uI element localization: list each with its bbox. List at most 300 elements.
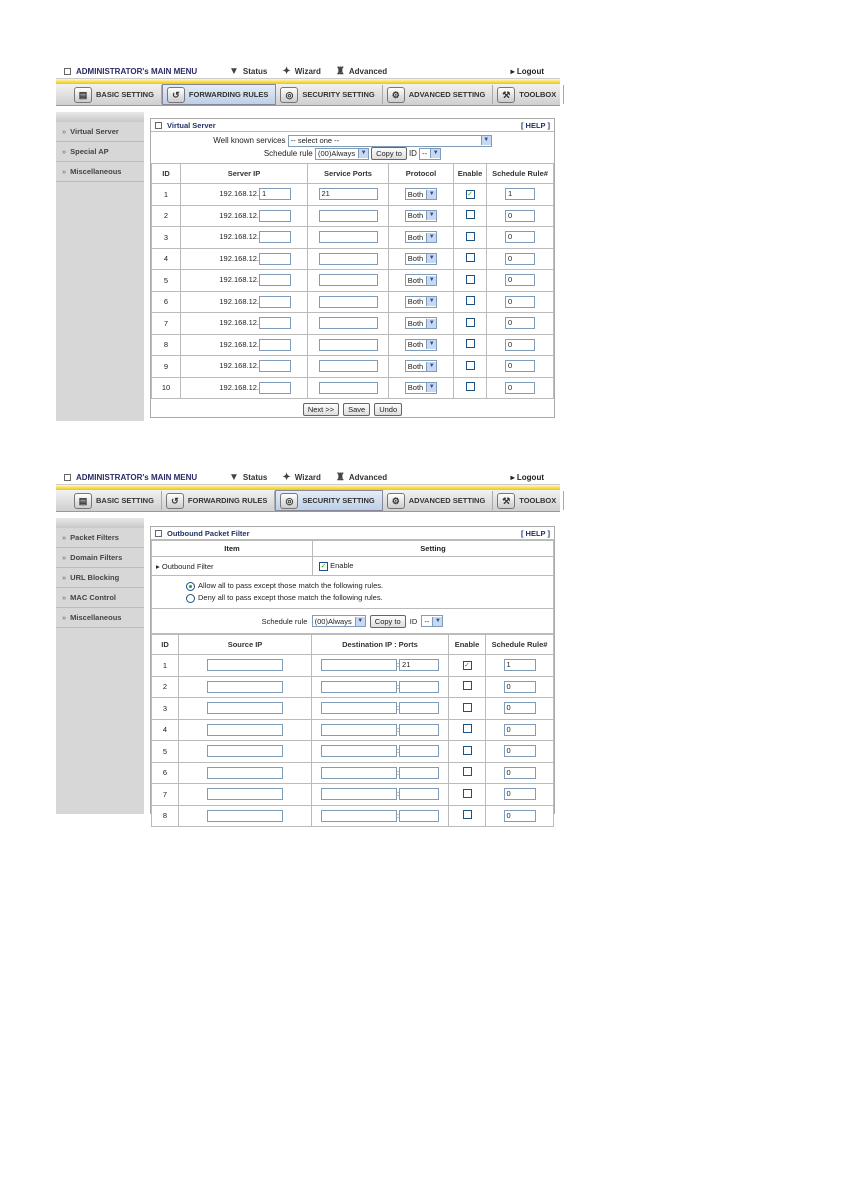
server-ip-input[interactable] [259, 317, 291, 329]
ip-prefix: 192.168.12. [219, 232, 259, 242]
enable-checkbox[interactable] [463, 703, 472, 712]
col-destination-ip-ports: Destination IP : Ports [312, 635, 449, 655]
service-ports-cell [308, 313, 389, 335]
destination-ip-input[interactable] [321, 702, 400, 714]
protocol-value: Both [407, 211, 424, 221]
row-id: 9 [152, 356, 181, 378]
source-ip-cell [179, 655, 312, 677]
schedule-rule-input[interactable]: 0 [504, 767, 536, 779]
tab-basic-setting[interactable]: ▤ BASIC SETTING [70, 85, 162, 104]
service-ports-input[interactable] [319, 296, 378, 308]
tab-security-setting[interactable]: ◎ SECURITY SETTING [275, 490, 382, 511]
enable-cell [454, 248, 487, 270]
status-link[interactable]: ▼ Status [229, 65, 268, 77]
sidebar-item-virtual-server[interactable]: » Virtual Server [56, 122, 144, 142]
action-buttons [151, 399, 554, 419]
row-id: 1 [152, 184, 181, 206]
protocol-value: Both [407, 254, 424, 264]
sidebar [56, 518, 144, 814]
row-id: 5 [152, 270, 181, 292]
protocol-select[interactable] [405, 231, 437, 243]
service-ports-cell [308, 291, 389, 313]
packet-filter-table [151, 634, 554, 827]
table-row [152, 313, 554, 335]
status-icon: ▼ [229, 471, 239, 483]
schedule-rule-cell [487, 270, 554, 292]
service-ports-input[interactable] [319, 231, 378, 243]
schedule-value: (00)Always [317, 149, 356, 158]
service-ports-input[interactable] [319, 382, 378, 394]
server-ip-input[interactable] [259, 274, 291, 286]
destination-port-input[interactable] [396, 681, 439, 693]
bullet-icon: » [62, 573, 67, 582]
enable-checkbox[interactable] [466, 339, 475, 348]
schedule-rule-input[interactable]: 0 [505, 210, 535, 222]
ip-prefix: 192.168.12. [219, 339, 259, 349]
server-ip-input[interactable] [259, 210, 291, 222]
port-separator: : [396, 703, 400, 713]
service-ports-cell [308, 205, 389, 227]
col-enable: Enable [454, 164, 487, 184]
basic-setting-icon: ▤ [74, 493, 92, 509]
chevron-down-icon: ▼ [430, 149, 440, 158]
schedule-rule-input[interactable]: 0 [504, 724, 536, 736]
tab-toolbox[interactable]: ⚒ TOOLBOX [493, 491, 564, 510]
table-header-row [152, 164, 554, 184]
packet-filter-rows [152, 655, 554, 827]
server-ip-cell [181, 313, 308, 335]
destination-ip-input[interactable] [321, 659, 400, 671]
sidebar-cap [56, 112, 144, 122]
id-select[interactable] [419, 148, 441, 160]
chevron-down-icon: ▼ [426, 233, 436, 242]
ip-prefix: 192.168.12. [219, 189, 259, 199]
protocol-select[interactable] [405, 382, 437, 394]
sidebar-cap [56, 518, 144, 528]
schedule-rule-cell [487, 377, 554, 399]
enable-cell [313, 557, 554, 576]
chevron-down-icon: ▼ [481, 136, 491, 145]
enable-checkbox[interactable] [466, 275, 475, 284]
admin-main-menu[interactable]: ADMINISTRATOR's MAIN MENU [56, 473, 214, 482]
schedule-rule-input[interactable]: 0 [505, 339, 535, 351]
chevron-down-icon: ▼ [358, 149, 368, 158]
outbound-filter-settings [151, 540, 554, 634]
wizard-link[interactable]: ✦ Wizard [282, 471, 321, 483]
destination-port-input[interactable]: 21 [399, 659, 439, 671]
sidebar-item-special-ap[interactable]: » Special AP [56, 142, 144, 162]
schedule-rule-input[interactable]: 1 [504, 659, 536, 671]
advanced-link[interactable]: ♜ Advanced [335, 65, 388, 77]
destination-port-input[interactable] [396, 724, 439, 736]
top-menu [56, 470, 560, 485]
port-separator: : [396, 789, 400, 799]
table-row [152, 784, 554, 806]
protocol-value: Both [407, 275, 424, 285]
ip-prefix: 192.168.12. [219, 296, 259, 306]
schedule-rule-cell [487, 291, 554, 313]
row-id: 6 [152, 762, 179, 784]
enable-checkbox[interactable] [466, 232, 475, 241]
sidebar-item-packet-filters[interactable]: » Packet Filters [56, 528, 144, 548]
protocol-cell [389, 313, 454, 335]
service-ports-input[interactable] [319, 210, 378, 222]
server-ip-cell [181, 270, 308, 292]
enable-checkbox[interactable] [466, 382, 475, 391]
schedule-rule-input[interactable]: 1 [505, 188, 535, 200]
bullet-icon: » [62, 147, 67, 156]
table-row [152, 805, 554, 827]
source-ip-input[interactable] [207, 788, 283, 800]
schedule-label: Schedule rule [263, 149, 313, 158]
undo-button[interactable]: Undo [374, 403, 402, 416]
schedule-rule-cell [487, 313, 554, 335]
radio-deny-label: Deny all to pass except those match the following rules. [198, 593, 383, 602]
schedule-rule-input[interactable]: 0 [504, 788, 536, 800]
row-id: 1 [152, 655, 179, 677]
sidebar-item-domain-filters[interactable]: » Domain Filters [56, 548, 144, 568]
table-row [152, 205, 554, 227]
protocol-value: Both [407, 189, 424, 199]
col-service-ports: Service Ports [308, 164, 389, 184]
next-button[interactable]: Next >> [303, 403, 339, 416]
tab-security-setting[interactable]: ◎ SECURITY SETTING [276, 85, 382, 104]
server-ip-input[interactable] [259, 339, 291, 351]
chevron-down-icon: ▼ [426, 190, 436, 199]
row-id: 8 [152, 805, 179, 827]
service-ports-cell [308, 184, 389, 206]
enable-checkbox[interactable] [463, 810, 472, 819]
schedule-rule-input[interactable]: 0 [504, 681, 536, 693]
source-ip-input[interactable] [207, 702, 283, 714]
enable-checkbox[interactable] [463, 767, 472, 776]
square-icon [155, 530, 162, 537]
ip-prefix: 192.168.12. [219, 361, 259, 371]
server-ip-cell [181, 334, 308, 356]
table-row [152, 270, 554, 292]
bullet-icon: » [62, 593, 67, 602]
destination-port-input[interactable] [396, 767, 439, 779]
protocol-select[interactable] [405, 339, 437, 351]
row-id: 3 [152, 227, 181, 249]
tab-forwarding-rules[interactable]: ↺ FORWARDING RULES [162, 84, 276, 105]
chevron-down-icon: ▼ [426, 254, 436, 263]
schedule-rule-input[interactable]: 0 [505, 231, 535, 243]
source-ip-input[interactable] [207, 810, 283, 822]
forwarding-icon: ↺ [166, 493, 184, 509]
protocol-cell [389, 227, 454, 249]
source-ip-cell [179, 719, 312, 741]
schedule-rule-input[interactable]: 0 [505, 274, 535, 286]
ip-prefix: 192.168.12. [219, 275, 259, 285]
protocol-select[interactable] [405, 274, 437, 286]
service-ports-input[interactable] [319, 274, 378, 286]
sidebar-item-mac-control[interactable]: » MAC Control [56, 588, 144, 608]
row-id: 4 [152, 248, 181, 270]
logout-link[interactable]: ▸ Logout [510, 472, 544, 482]
row-id: 2 [152, 205, 181, 227]
ip-prefix: 192.168.12. [219, 210, 259, 220]
source-ip-cell [179, 762, 312, 784]
tab-basic-setting[interactable]: ▤ BASIC SETTING [70, 491, 162, 510]
tab-toolbox[interactable]: ⚒ TOOLBOX [493, 85, 564, 104]
port-separator: : [396, 746, 400, 756]
service-ports-input[interactable]: 21 [319, 188, 378, 200]
enable-checkbox[interactable] [466, 296, 475, 305]
square-icon [64, 474, 71, 481]
outbound-filter-row [152, 557, 554, 576]
table-row [152, 184, 554, 206]
table-row [152, 762, 554, 784]
source-ip-input[interactable] [207, 681, 283, 693]
service-ports-input[interactable] [319, 339, 378, 351]
destination-cell [312, 676, 449, 698]
radio-allow[interactable] [186, 582, 195, 591]
virtual-server-rows [152, 184, 554, 399]
help-link[interactable]: [ HELP ] [520, 120, 550, 130]
outbound-enable-checkbox[interactable]: ✓ [320, 563, 327, 570]
schedule-rule-input[interactable]: 0 [504, 810, 536, 822]
protocol-select[interactable] [405, 360, 437, 372]
enable-checkbox[interactable] [466, 210, 475, 219]
enable-checkbox[interactable] [466, 253, 475, 262]
panel-title-bar [151, 527, 554, 540]
server-ip-cell [181, 377, 308, 399]
admin-main-menu[interactable]: ADMINISTRATOR's MAIN MENU [56, 67, 214, 76]
schedule-cell [152, 609, 554, 634]
server-ip-input[interactable] [259, 253, 291, 265]
server-ip-cell [181, 227, 308, 249]
advanced-link[interactable]: ♜ Advanced [335, 471, 388, 483]
server-ip-cell [181, 356, 308, 378]
source-ip-cell [179, 698, 312, 720]
schedule-rule-input[interactable]: 0 [504, 702, 536, 714]
server-ip-cell [181, 205, 308, 227]
enable-cell [449, 698, 486, 720]
enable-checkbox[interactable] [466, 318, 475, 327]
well-known-value: -- select one -- [290, 136, 340, 145]
source-ip-cell [179, 741, 312, 763]
tab-advanced-setting[interactable]: ⚙ ADVANCED SETTING [383, 491, 494, 510]
protocol-select[interactable] [405, 210, 437, 222]
wizard-link[interactable]: ✦ Wizard [282, 65, 321, 77]
protocol-select[interactable] [405, 188, 437, 200]
chevron-down-icon: ▼ [426, 319, 436, 328]
service-ports-cell [308, 270, 389, 292]
destination-cell [312, 805, 449, 827]
port-separator: : [396, 724, 400, 734]
table-row [152, 698, 554, 720]
schedule-rule-input[interactable]: 0 [505, 317, 535, 329]
schedule-select[interactable] [315, 148, 369, 160]
destination-ip-input[interactable] [321, 724, 400, 736]
id-value: -- [424, 616, 430, 626]
logout-link[interactable]: ▸ Logout [510, 66, 544, 76]
well-known-row [151, 134, 554, 147]
destination-cell [312, 784, 449, 806]
settings-header-row [152, 541, 554, 557]
row-id: 7 [152, 313, 181, 335]
radio-row [152, 576, 554, 609]
schedule-label: Schedule rule [261, 616, 308, 626]
advanced-setting-icon: ⚙ [387, 87, 405, 103]
table-row [152, 676, 554, 698]
source-ip-cell [179, 676, 312, 698]
schedule-rule-cell [487, 248, 554, 270]
advanced-icon: ♜ [335, 65, 345, 77]
col-enable: Enable [449, 635, 486, 655]
source-ip-cell [179, 805, 312, 827]
table-header-row [152, 635, 554, 655]
table-row [152, 334, 554, 356]
destination-ip-input[interactable] [321, 810, 400, 822]
source-ip-input[interactable] [207, 745, 283, 757]
service-ports-input[interactable] [319, 360, 378, 372]
wizard-icon: ✦ [282, 65, 291, 77]
port-separator: : [396, 681, 400, 691]
radio-deny-option[interactable] [186, 592, 552, 604]
arrow-right-icon: ▸ [510, 66, 517, 76]
server-ip-input[interactable] [259, 360, 291, 372]
item-header: Item [152, 541, 313, 557]
destination-ip-input[interactable] [321, 788, 400, 800]
schedule-row [151, 147, 554, 160]
enable-checkbox[interactable]: ✓ [467, 191, 473, 199]
source-ip-input[interactable] [207, 767, 283, 779]
destination-ip-input[interactable] [321, 745, 400, 757]
source-ip-input[interactable] [207, 659, 283, 671]
destination-port-input[interactable] [396, 702, 439, 714]
security-icon: ◎ [280, 493, 298, 509]
schedule-rule-cell [487, 205, 554, 227]
enable-cell [454, 356, 487, 378]
port-separator: : [396, 810, 400, 820]
tab-advanced-setting[interactable]: ⚙ ADVANCED SETTING [383, 85, 494, 104]
enable-checkbox[interactable]: ✓ [464, 662, 470, 670]
service-ports-input[interactable] [319, 317, 378, 329]
row-id: 7 [152, 784, 179, 806]
save-button[interactable]: Save [343, 403, 370, 416]
schedule-rule-cell [486, 741, 554, 763]
chevron-down-icon: ▼ [426, 211, 436, 220]
enable-cell [449, 719, 486, 741]
table-row [152, 719, 554, 741]
sidebar-item-miscellaneous[interactable]: » Miscellaneous [56, 162, 144, 182]
server-ip-input[interactable] [259, 296, 291, 308]
schedule-rule-input[interactable]: 0 [504, 745, 536, 757]
destination-ip-input[interactable] [321, 681, 400, 693]
enable-checkbox[interactable] [463, 681, 472, 690]
row-id: 4 [152, 719, 179, 741]
service-ports-input[interactable] [319, 253, 378, 265]
port-separator: : [396, 767, 400, 777]
service-ports-cell [308, 377, 389, 399]
protocol-value: Both [407, 297, 424, 307]
copy-to-button[interactable]: Copy to [371, 147, 407, 160]
well-known-select[interactable] [288, 135, 492, 147]
main-tabs [56, 490, 560, 512]
server-ip-input[interactable] [259, 231, 291, 243]
bullet-icon: » [62, 533, 67, 542]
radio-deny[interactable] [186, 594, 195, 603]
setting-header: Setting [313, 541, 554, 557]
col-schedule-rule: Schedule Rule# [487, 164, 554, 184]
enable-cell [449, 655, 486, 677]
enable-checkbox[interactable] [463, 724, 472, 733]
enable-cell [449, 784, 486, 806]
sidebar-item-miscellaneous[interactable]: » Miscellaneous [56, 608, 144, 628]
source-ip-input[interactable] [207, 724, 283, 736]
id-select[interactable] [421, 615, 443, 627]
protocol-cell [389, 356, 454, 378]
enable-checkbox[interactable] [466, 361, 475, 370]
service-ports-cell [308, 334, 389, 356]
protocol-value: Both [407, 361, 424, 371]
server-ip-cell [181, 184, 308, 206]
server-ip-input[interactable] [259, 382, 291, 394]
enable-cell [454, 227, 487, 249]
destination-ip-input[interactable] [321, 767, 400, 779]
schedule-rule-input[interactable]: 0 [505, 360, 535, 372]
table-row [152, 227, 554, 249]
schedule-select[interactable] [312, 615, 366, 627]
copy-to-button[interactable]: Copy to [370, 615, 406, 628]
protocol-select[interactable] [405, 253, 437, 265]
advanced-setting-icon: ⚙ [387, 493, 405, 509]
basic-setting-icon: ▤ [74, 87, 92, 103]
sidebar-item-url-blocking[interactable]: » URL Blocking [56, 568, 144, 588]
schedule-rule-cell [486, 655, 554, 677]
destination-port-input[interactable] [396, 788, 439, 800]
wizard-icon: ✦ [282, 471, 291, 483]
outbound-filter-cell [152, 557, 313, 576]
status-link[interactable]: ▼ Status [229, 471, 268, 483]
server-ip-cell [181, 291, 308, 313]
tab-forwarding-rules[interactable]: ↺ FORWARDING RULES [162, 491, 275, 510]
col-id: ID [152, 635, 179, 655]
enable-checkbox[interactable] [463, 789, 472, 798]
destination-cell [312, 698, 449, 720]
bullet-icon: » [62, 553, 67, 562]
outbound-filter-label: Outbound Filter [161, 561, 214, 571]
enable-label: Enable [330, 561, 354, 570]
forwarding-icon: ↺ [167, 87, 185, 103]
server-ip-input[interactable]: 1 [259, 188, 291, 200]
destination-port-input[interactable] [396, 745, 439, 757]
protocol-select[interactable] [405, 317, 437, 329]
enable-checkbox[interactable] [463, 746, 472, 755]
id-label: ID [408, 149, 417, 158]
schedule-rule-cell [487, 356, 554, 378]
schedule-rule-cell [487, 184, 554, 206]
enable-cell [454, 205, 487, 227]
schedule-rule-cell [486, 719, 554, 741]
schedule-rule-input[interactable]: 0 [505, 296, 535, 308]
protocol-value: Both [407, 318, 424, 328]
service-ports-cell [308, 248, 389, 270]
protocol-cell [389, 248, 454, 270]
status-icon: ▼ [229, 65, 239, 77]
schedule-rule-input[interactable]: 0 [505, 382, 535, 394]
ip-prefix: 192.168.12. [219, 253, 259, 263]
help-link[interactable]: [ HELP ] [520, 528, 550, 538]
protocol-select[interactable] [405, 296, 437, 308]
bullet-icon: » [62, 613, 67, 622]
protocol-cell [389, 377, 454, 399]
destination-port-input[interactable] [396, 810, 439, 822]
schedule-rule-input[interactable]: 0 [505, 253, 535, 265]
radio-allow-option[interactable] [186, 580, 552, 592]
